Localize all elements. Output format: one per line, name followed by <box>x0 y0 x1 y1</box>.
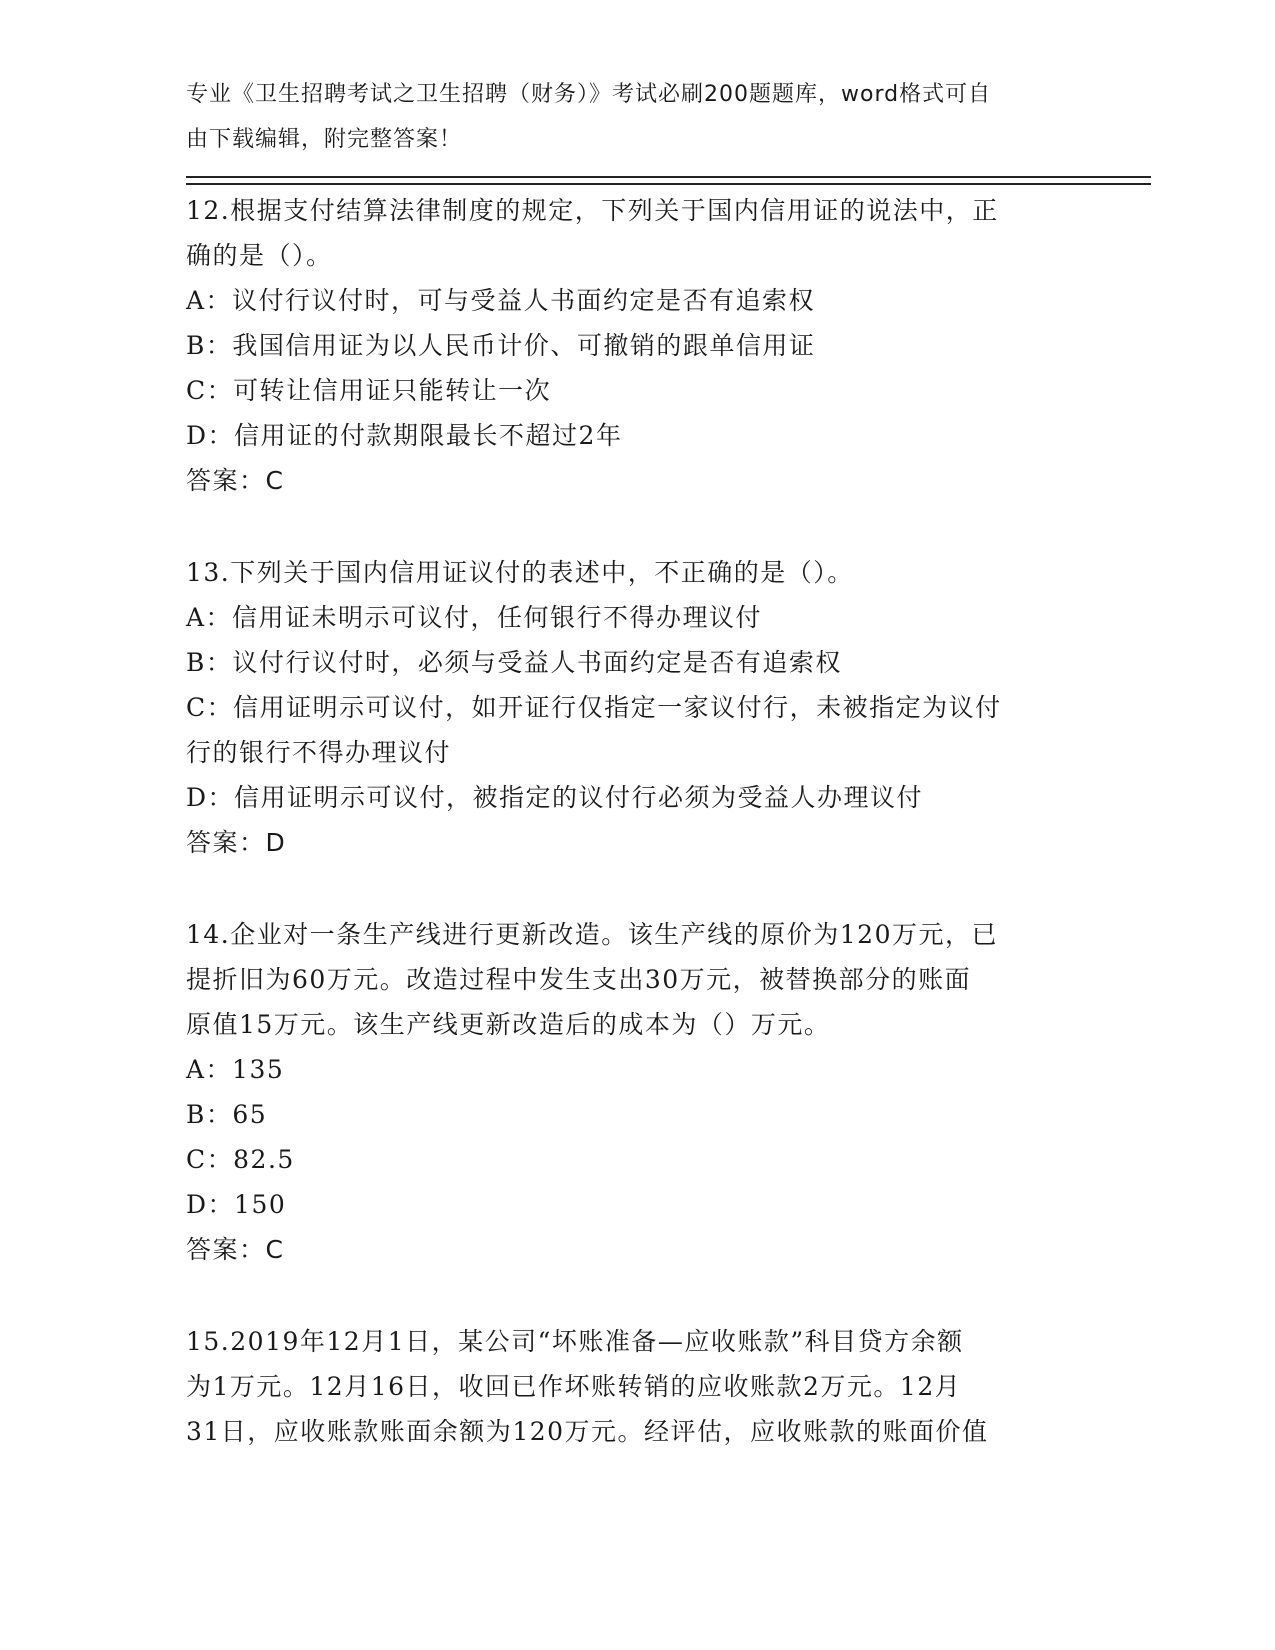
option-b: B：议付行议付时，必须与受益人书面约定是否有追索权 <box>186 648 842 677</box>
option-a: A：135 <box>186 1055 285 1084</box>
answer-label: 答案：C <box>186 466 285 495</box>
option-b: B：我国信用证为以人民币计价、可撤销的跟单信用证 <box>186 331 816 360</box>
option-d: D：信用证明示可议付，被指定的议付行必须为受益人办理议付 <box>186 783 924 812</box>
header-divider-bottom <box>186 183 1151 185</box>
header-line-1: 专业《卫生招聘考试之卫生招聘（财务）》考试必刷200题题库，word格式可自 <box>186 82 992 107</box>
header-line-2: 由下载编辑，附完整答案！ <box>186 127 463 152</box>
option-c-continued: 行的银行不得办理议付 <box>186 738 452 767</box>
option-a: A：信用证未明示可议付，任何银行不得办理议付 <box>186 603 763 632</box>
spacer <box>186 503 1066 550</box>
answer-label: 答案：D <box>186 828 287 857</box>
option-c: C：可转让信用证只能转让一次 <box>186 376 552 405</box>
header-divider-top <box>186 176 1151 178</box>
question-stem-line: 14.企业对一条生产线进行更新改造。该生产线的原价为120万元，已 <box>186 920 998 949</box>
document-header <box>186 72 1066 162</box>
answer-label: 答案：C <box>186 1235 285 1264</box>
question-15 <box>186 1319 1066 1454</box>
question-stem-line: 为1万元。12月16日，收回已作坏账转销的应收账款2万元。12月 <box>186 1372 962 1401</box>
option-c: C：信用证明示可议付，如开证行仅指定一家议付行，未被指定为议付 <box>186 693 1002 722</box>
question-stem-line: 提折旧为60万元。改造过程中发生支出30万元，被替换部分的账面 <box>186 965 972 994</box>
spacer <box>186 865 1066 912</box>
question-14 <box>186 912 1066 1272</box>
option-a: A：议付行议付时，可与受益人书面约定是否有追索权 <box>186 286 816 315</box>
question-stem-line: 确的是（）。 <box>186 241 333 270</box>
question-stem-line: 12.根据支付结算法律制度的规定，下列关于国内信用证的说法中，正 <box>186 196 999 225</box>
option-b: B：65 <box>186 1100 268 1129</box>
spacer <box>186 1272 1066 1319</box>
question-13 <box>186 550 1066 865</box>
question-stem-line: 原值15万元。该生产线更新改造后的成本为（）万元。 <box>186 1010 831 1039</box>
option-d: D：信用证的付款期限最长不超过2年 <box>186 421 623 450</box>
question-stem-line: 13.下列关于国内信用证议付的表述中，不正确的是（）。 <box>186 558 854 587</box>
option-c: C：82.5 <box>186 1145 295 1174</box>
question-stem-line: 15.2019年12月1日，某公司“坏账准备—应收账款”科目贷方余额 <box>186 1327 964 1356</box>
question-12 <box>186 188 1066 503</box>
question-stem-line: 31日，应收账款账面余额为120万元。经评估，应收账款的账面价值 <box>186 1417 989 1446</box>
question-list <box>186 188 1066 1454</box>
option-d: D：150 <box>186 1190 287 1219</box>
